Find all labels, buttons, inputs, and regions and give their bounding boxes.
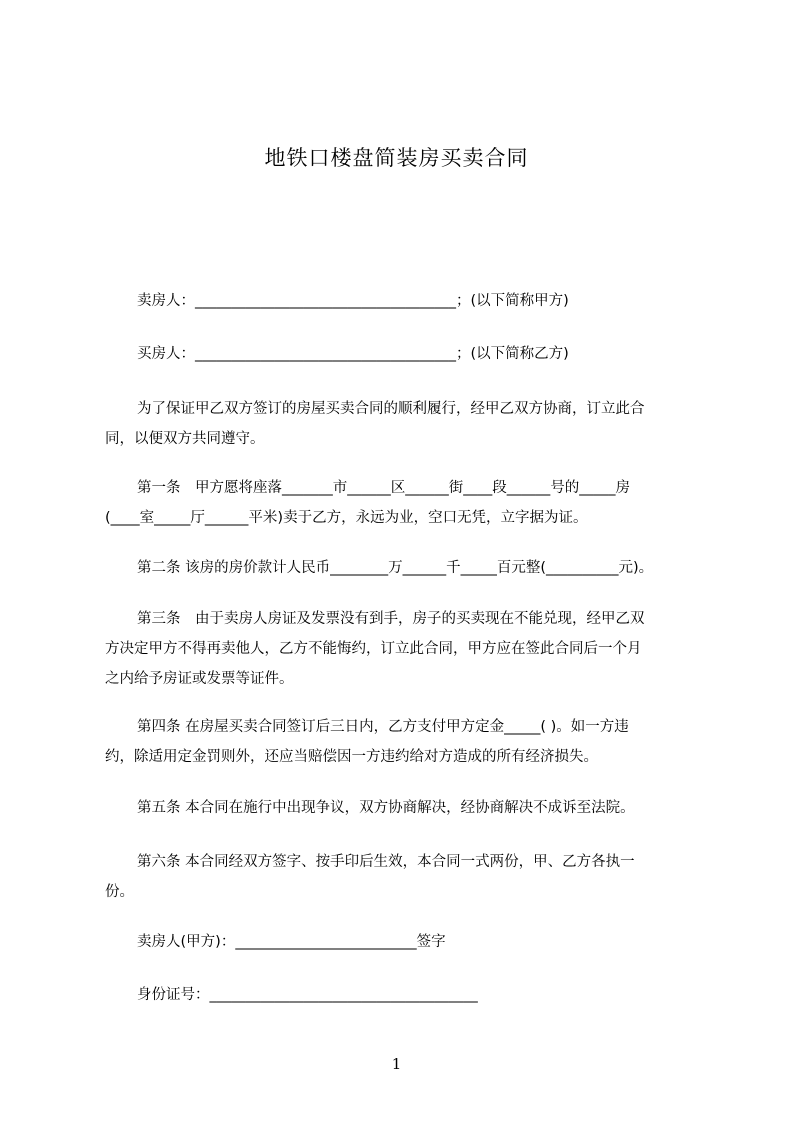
preamble-paragraph: [105, 394, 701, 454]
text-line: 第六条 本合同经双方签字、按手印后生效，本合同一式两份，甲、乙方各执一: [137, 854, 635, 870]
article-2: [105, 553, 701, 583]
text-line: (____室_____厅______平米)卖于乙方，永远为业，空口无凭，立字据为证。: [105, 510, 588, 526]
id-number-line: [105, 980, 701, 1010]
text-line: 第一条 甲方愿将座落_______市______区______街____段______号的_____房: [137, 480, 630, 496]
document-title: 地铁口楼盘简装房买卖合同: [264, 146, 529, 170]
article-4: [105, 712, 701, 772]
text-line: 为了保证甲乙双方签订的房屋买卖合同的顺利履行，经甲乙双方协商，订立此合: [137, 401, 645, 417]
article-6: [105, 847, 701, 907]
article-1: [105, 473, 701, 533]
text-line: 第四条 在房屋买卖合同签订后三日内，乙方支付甲方定金_____( )。如一方违: [137, 719, 629, 735]
text-line: 买房人：____________________________________；(以下简称乙方): [137, 346, 569, 362]
text-line: 第五条 本合同在施行中出现争议，双方协商解决，经协商解决不成诉至法院。: [137, 800, 635, 816]
article-5: [105, 793, 701, 823]
text-line: 约，除适用定金罚则外，还应当赔偿因一方违约给对方造成的所有经济损失。: [105, 749, 598, 765]
buyer-line: [105, 339, 701, 369]
page-number: 1: [391, 1055, 402, 1073]
text-line: 方决定甲方不得再卖他人，乙方不能悔约，订立此合同，甲方应在签此合同后一个月: [105, 641, 642, 657]
text-line: 第二条 该房的房价款计人民币________万______千_____百元整(__________元)。: [137, 560, 654, 576]
text-line: 卖房人：____________________________________；(以下简称甲方): [137, 293, 569, 309]
article-3: [105, 604, 701, 694]
text-line: 第三条 由于卖房人房证及发票没有到手，房子的买卖现在不能兑现，经甲乙双: [137, 611, 645, 627]
text-line: 之内给予房证或发票等证件。: [105, 671, 294, 687]
text-line: 份。: [105, 884, 134, 900]
text-line: 同，以便双方共同遵守。: [105, 431, 265, 447]
text-line: 身份证号：_____________________________________: [137, 987, 478, 1003]
seller-signature-line: [105, 927, 701, 957]
seller-line: [105, 286, 701, 316]
text-line: 卖房人(甲方)：_________________________签字: [137, 934, 446, 950]
